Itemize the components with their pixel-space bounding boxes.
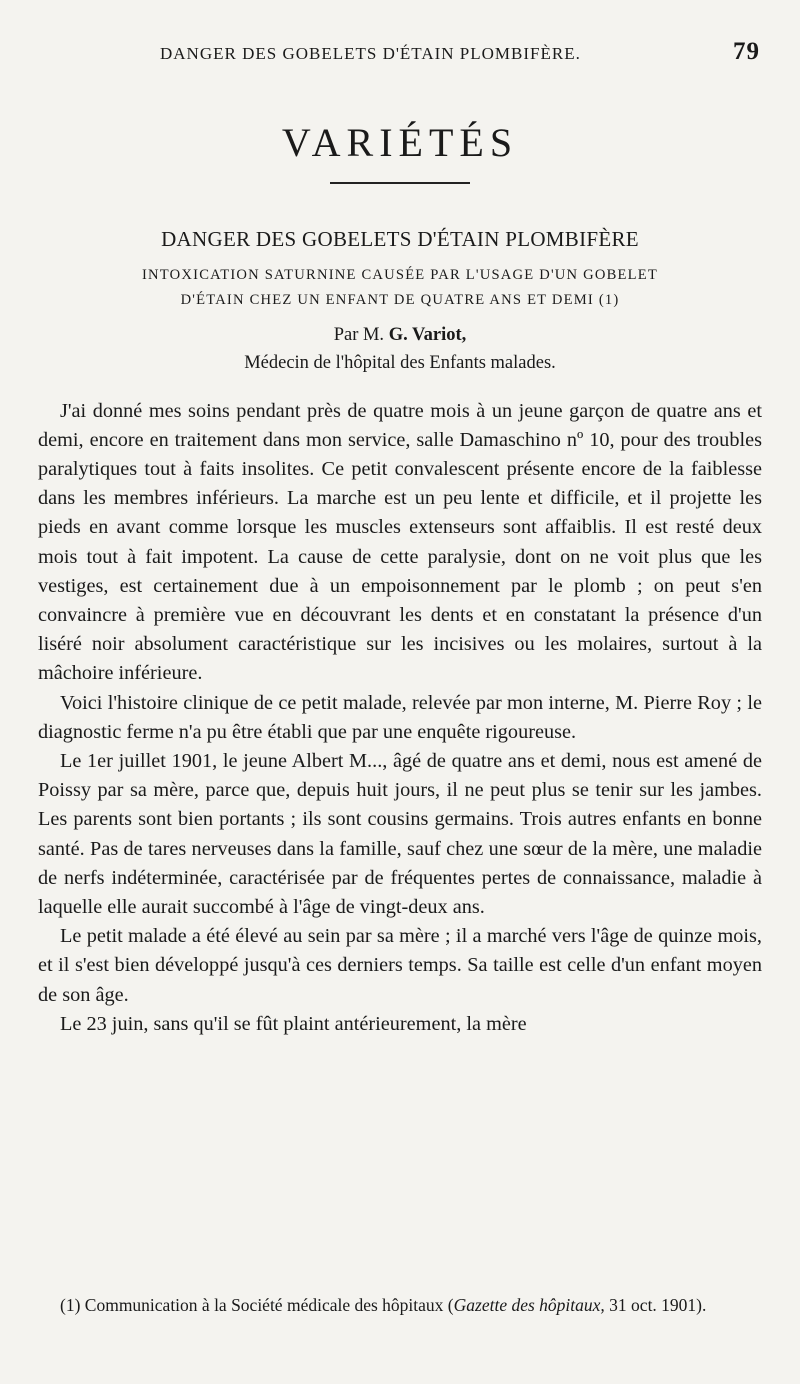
paragraph: Le 1er juillet 1901, le jeune Albert M..., âgé de quatre ans et demi, nous est amené de Poissy par sa mère, parce que, depuis huit jours, il ne peut plus se tenir sur les jambes. Les parents sont bien portants ; ils sont cousins germains. Trois autres enfants en bonne santé. Pas de tares nerveuses dans la famille, sauf chez une sœur de la mère, une maladie de nerfs indéterminée, caractérisée par de fréquentes pertes de connaissance, maladie à laquelle elle aurait succombé à l'âge de vingt-deux ans. — [38, 749, 762, 918]
author-name: G. Variot, — [388, 324, 467, 345]
article-subtitle — [38, 263, 762, 313]
paragraph: J'ai donné mes soins pendant près de quatre mois à un jeune garçon de quatre ans et demi, encore en traitement dans mon service, salle Damaschino nº 10, pour des troubles paralytiques tout à faits insolites. Ce petit convalescent présente encore de la faiblesse dans les membres inférieurs. La marche est un peu lente et difficile, et il projette les pieds en avant comme lorsque les muscles extenseurs sont affaiblis. Il est resté deux mois tout à fait impotent. La cause de cette paralysie, dont on ne voit plus que les vestiges, est certainement due à un empoisonnement par le plomb ; on peut s'en convaincre à première vue en découvrant les dents et en constatant la présence d'un liséré noir absolument caractéristique sur les incisives ou les molaires, surtout à la mâchoire inférieure. — [38, 399, 762, 685]
section-title: VARIÉTÉS — [281, 120, 519, 165]
author-affiliation: Médecin de l'hôpital des Enfants malades. — [244, 352, 556, 373]
byline-prefix: Par M. — [333, 324, 385, 345]
article-title: DANGER DES GOBELETS D'ÉTAIN PLOMBIFÈRE — [161, 226, 639, 251]
running-head — [38, 28, 762, 72]
footnote-date: 31 oct. 1901). — [604, 1295, 707, 1315]
paragraph: Le petit malade a été élevé au sein par sa mère ; il a marché vers l'âge de quinze mois, et il s'est bien développé jusqu'à ces derniers temps. Sa taille est celle d'un enfant moyen de son âge. — [38, 925, 762, 1006]
paragraph: Voici l'histoire clinique de ce petit malade, relevée par mon interne, M. Pierre Roy ; le diagnostic ferme n'a pu être établi que par une enquête rigoureuse. — [38, 691, 762, 743]
title-rule — [330, 182, 470, 184]
byline — [38, 323, 762, 347]
footnote-source: Gazette des hôpitaux, — [453, 1295, 605, 1315]
page-number: 79 — [733, 38, 760, 65]
subtitle-line-2: D'ÉTAIN CHEZ UN ENFANT DE QUATRE ANS ET DEMI (1) — [180, 291, 620, 308]
paragraph: Le 23 juin, sans qu'il se fût plaint antérieurement, la mère — [60, 1012, 527, 1035]
subtitle-line-1: INTOXICATION SATURNINE CAUSÉE PAR L'USAGE D'UN GOBELET — [142, 266, 658, 283]
footnote — [38, 1293, 762, 1317]
page — [38, 28, 762, 1039]
body-text — [38, 397, 762, 1039]
running-title: DANGER DES GOBELETS D'ÉTAIN PLOMBIFÈRE. — [160, 44, 581, 63]
footnote-text: (1) Communication à la Société médicale des hôpitaux ( — [60, 1295, 454, 1315]
